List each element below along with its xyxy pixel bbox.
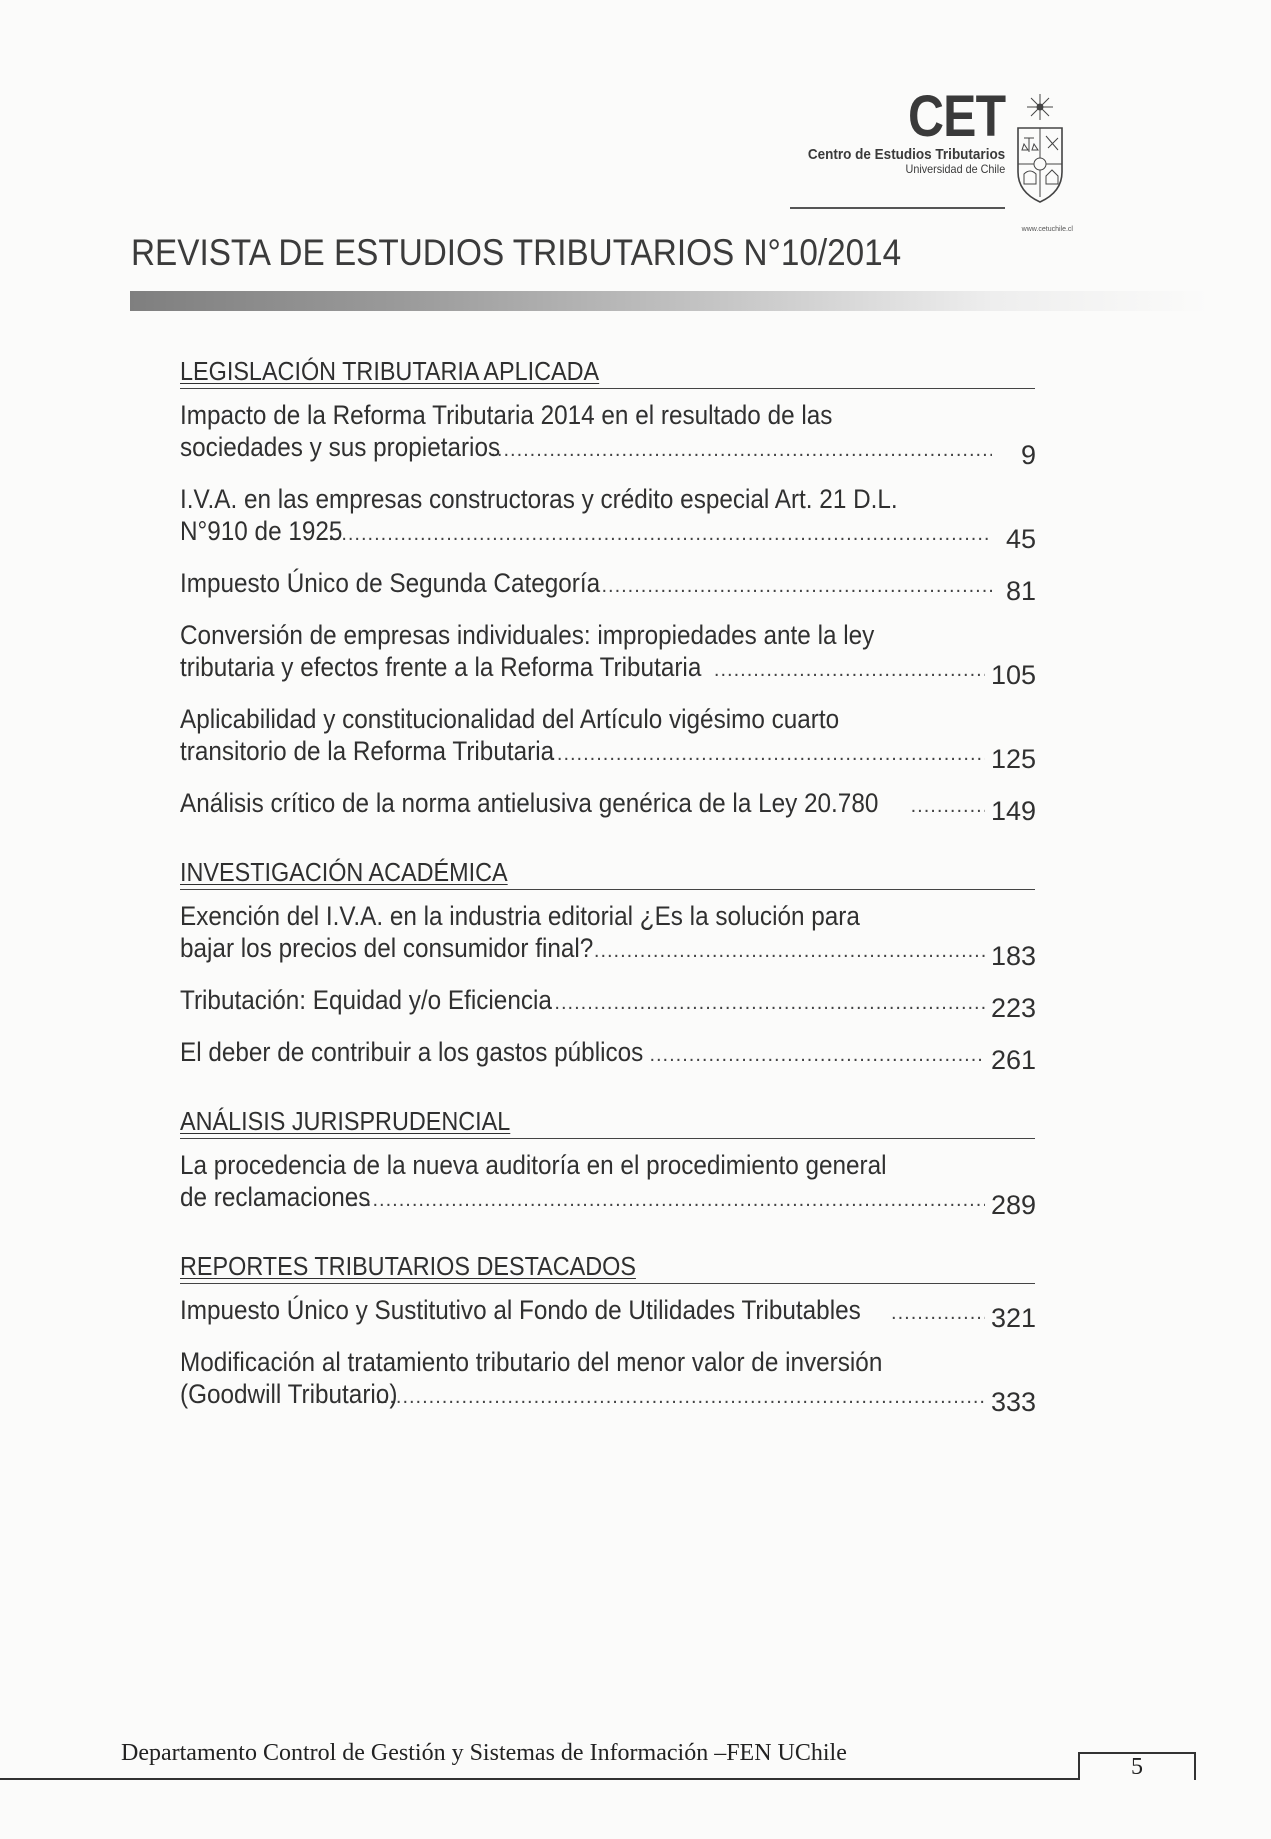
entry-title-line1: Aplicabilidad y constitucionalidad del Artículo vigésimo cuarto <box>180 704 840 734</box>
toc-entry[interactable] <box>180 984 1036 1023</box>
table-of-contents <box>180 355 1036 1447</box>
entry-page-number: 261 <box>990 1045 1036 1075</box>
journal-title: REVISTA DE ESTUDIOS TRIBUTARIOS N°10/2014 <box>131 232 902 273</box>
dot-leader <box>601 570 992 602</box>
toc-entry[interactable] <box>180 900 1036 971</box>
dot-leader <box>346 1184 985 1216</box>
dot-leader <box>550 738 985 770</box>
dot-leader <box>714 654 985 686</box>
toc-section <box>180 1105 1036 1220</box>
entry-title-line1: Conversión de empresas individuales: impropiedades ante la ley <box>180 620 875 650</box>
entry-last-line <box>180 1294 1036 1333</box>
footer-rule <box>0 1778 1080 1780</box>
section-heading: LEGISLACIÓN TRIBUTARIA APLICADA <box>180 355 1035 389</box>
entry-last-line <box>180 651 1036 690</box>
entry-page-number: 45 <box>1005 524 1036 554</box>
entry-page-number: 183 <box>990 941 1036 971</box>
entry-title-line2: de reclamaciones <box>180 1182 371 1212</box>
dot-leader <box>594 935 985 967</box>
toc-entry[interactable] <box>180 399 1036 470</box>
toc-entry[interactable] <box>180 567 1036 606</box>
dot-leader <box>891 1297 985 1329</box>
dot-leader <box>490 434 992 466</box>
entry-page-number: 149 <box>990 796 1036 826</box>
toc-section <box>180 355 1036 826</box>
entry-title-line2: (Goodwill Tributario) <box>180 1379 398 1409</box>
entry-title-line2: N°910 de 1925 <box>180 516 343 546</box>
footer-text: Departamento Control de Gestión y Sistemas de Información –FEN UChile <box>121 1740 847 1766</box>
logo-url: www.cetuchile.cl <box>1021 226 1073 233</box>
logo-underline <box>790 207 1005 209</box>
dot-leader <box>315 518 992 550</box>
section-heading: INVESTIGACIÓN ACADÉMICA <box>180 856 1035 890</box>
toc-entry[interactable] <box>180 1346 1036 1417</box>
entry-page-number: 125 <box>990 744 1036 774</box>
toc-section <box>180 856 1036 1075</box>
entry-page-number: 321 <box>990 1303 1036 1333</box>
entry-title-line2: Impuesto Único y Sustitutivo al Fondo de Utilidades Tributables <box>180 1295 861 1325</box>
toc-entry[interactable] <box>180 1036 1036 1075</box>
dot-leader <box>911 790 985 822</box>
entry-title-line1: Exención del I.V.A. en la industria editorial ¿Es la solución para <box>180 901 860 931</box>
section-heading: REPORTES TRIBUTARIOS DESTACADOS <box>180 1250 1035 1284</box>
entry-title-line2: sociedades y sus propietarios <box>180 432 501 462</box>
entry-title-line1: La procedencia de la nueva auditoría en el procedimiento general <box>180 1150 887 1180</box>
entry-title-line2: bajar los precios del consumidor final? <box>180 933 594 963</box>
entry-last-line <box>180 515 1036 554</box>
entry-page-number: 333 <box>990 1387 1036 1417</box>
entry-title-line1: Impacto de la Reforma Tributaria 2014 en el resultado de las <box>180 400 833 430</box>
entry-last-line <box>180 932 1036 971</box>
toc-entry[interactable] <box>180 483 1036 554</box>
entry-last-line <box>180 1181 1036 1220</box>
entry-page-number: 105 <box>990 660 1036 690</box>
entry-title-line2: tributaria y efectos frente a la Reforma Tributaria <box>180 652 702 682</box>
entry-title-line2: Análisis crítico de la norma antielusiva genérica de la Ley 20.780 <box>180 788 879 818</box>
title-bar <box>130 291 1210 311</box>
entry-page-number: 9 <box>1020 440 1036 470</box>
entry-page-number: 289 <box>990 1190 1036 1220</box>
toc-entry[interactable] <box>180 1294 1036 1333</box>
entry-last-line <box>180 431 1036 470</box>
entry-page-number: 81 <box>1005 576 1036 606</box>
toc-entry[interactable] <box>180 1149 1036 1220</box>
entry-last-line <box>180 1378 1036 1417</box>
entry-title-line2: Tributación: Equidad y/o Eficiencia <box>180 985 552 1015</box>
page-number: 5 <box>1131 1754 1143 1780</box>
logo-line1: Centro de Estudios Tributarios <box>807 146 1005 163</box>
entry-title-line2: transitorio de la Reforma Tributaria <box>180 736 555 766</box>
entry-last-line <box>180 787 1036 826</box>
toc-entry[interactable] <box>180 619 1036 690</box>
toc-section <box>180 1250 1036 1417</box>
entry-title-line2: El deber de contribuir a los gastos públicos <box>180 1037 644 1067</box>
logo-abbrev: CET <box>907 84 1005 149</box>
section-heading: ANÁLISIS JURISPRUDENCIAL <box>180 1105 1035 1139</box>
entry-page-number: 223 <box>990 993 1036 1023</box>
logo-line2: Universidad de Chile <box>905 162 1005 176</box>
entry-last-line <box>180 735 1036 774</box>
dot-leader <box>649 1039 985 1071</box>
dot-leader <box>548 987 985 1019</box>
entry-title-line1: I.V.A. en las empresas constructoras y crédito especial Art. 21 D.L. <box>180 484 898 514</box>
entry-last-line <box>180 984 1036 1023</box>
entry-title-line1: Modificación al tratamiento tributario del menor valor de inversión <box>180 1347 883 1377</box>
entry-last-line <box>180 1036 1036 1075</box>
toc-entry[interactable] <box>180 703 1036 774</box>
cet-logo <box>786 84 1005 176</box>
entry-last-line <box>180 567 1036 606</box>
toc-entry[interactable] <box>180 787 1036 826</box>
university-crest-icon <box>1010 92 1070 210</box>
entry-title-line2: Impuesto Único de Segunda Categoría <box>180 568 601 598</box>
dot-leader <box>376 1381 985 1413</box>
